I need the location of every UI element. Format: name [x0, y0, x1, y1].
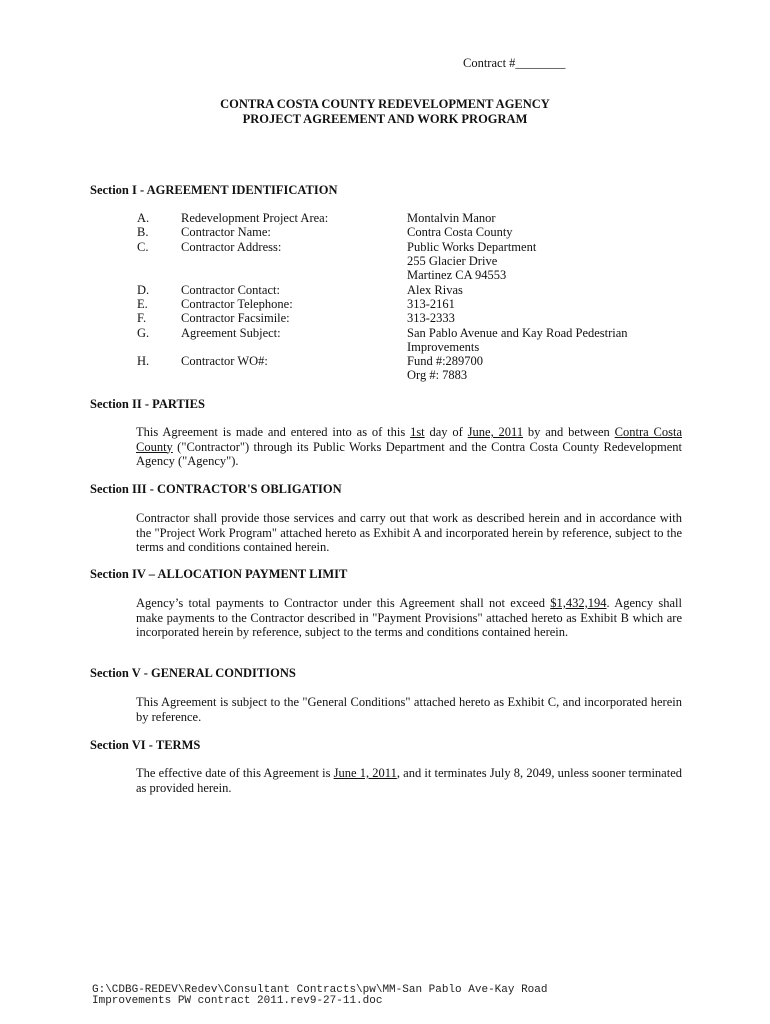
- row-value: Alex Rivas: [407, 283, 463, 297]
- parties-paragraph: This Agreement is made and entered into as of this 1st day of June, 2011 by and between Contra Costa County ("Contractor") through its Public Works Department and the Contra Costa County Redevelopment Agency ("Agency").: [136, 425, 682, 468]
- row-value: Improvements: [407, 340, 480, 354]
- row-letter: B.: [137, 225, 149, 239]
- row-label: Redevelopment Project Area:: [181, 211, 329, 225]
- contract-number: Contract #________: [463, 56, 566, 70]
- agency-title: CONTRA COSTA COUNTY REDEVELOPMENT AGENCY: [220, 97, 550, 111]
- row-value: San Pablo Avenue and Kay Road Pedestrian: [407, 326, 628, 340]
- payment-paragraph: Agency’s total payments to Contractor under this Agreement shall not exceed $1,432,194. Agency shall make payments to the Contractor described in "Payment Provisions" attached hereto as Exhibit B which are incorporated herein by reference, subject to the terms and conditions contained herein.: [136, 596, 682, 639]
- row-label: Contractor WO#:: [181, 354, 268, 368]
- file-path-footer: [92, 985, 547, 1007]
- row-label: Contractor Name:: [181, 225, 271, 239]
- section-2-heading: Section II - PARTIES: [90, 397, 205, 411]
- section-6-heading: Section VI - TERMS: [90, 738, 201, 752]
- row-letter: E.: [137, 297, 148, 311]
- section-3-heading: Section III - CONTRACTOR'S OBLIGATION: [90, 482, 342, 496]
- row-value: Contra Costa County: [407, 225, 513, 239]
- footer-line-1: G:\CDBG-REDEV\Redev\Consultant Contracts\pw\MM-San Pablo Ave-Kay Road: [92, 984, 548, 996]
- row-label: Agreement Subject:: [181, 326, 281, 340]
- row-letter: H.: [137, 354, 150, 368]
- row-value: 255 Glacier Drive: [407, 254, 498, 268]
- row-label: Contractor Telephone:: [181, 297, 293, 311]
- document-title: PROJECT AGREEMENT AND WORK PROGRAM: [242, 112, 528, 126]
- row-letter: D.: [137, 283, 150, 297]
- obligation-paragraph: Contractor shall provide those services and carry out that work as described herein and in accordance with the "Project Work Program" attached hereto as Exhibit A and incorporated herein by reference, subject to the terms and conditions contained herein.: [136, 511, 682, 554]
- row-label: Contractor Contact:: [181, 283, 280, 297]
- row-value: Org #: 7883: [407, 368, 468, 382]
- row-value: Public Works Department: [407, 240, 537, 254]
- row-letter: G.: [137, 326, 150, 340]
- conditions-paragraph: This Agreement is subject to the "General Conditions" attached hereto as Exhibit C, and incorporated herein by reference.: [136, 695, 682, 724]
- row-value: 313-2333: [407, 311, 455, 325]
- row-label: Contractor Address:: [181, 240, 282, 254]
- row-value: Fund #:289700: [407, 354, 484, 368]
- footer-line-2: Improvements PW contract 2011.rev9-27-11.doc: [92, 995, 383, 1007]
- section-1-heading: Section I - AGREEMENT IDENTIFICATION: [90, 183, 338, 197]
- row-letter: A.: [137, 211, 150, 225]
- row-letter: F.: [137, 311, 147, 325]
- row-value: 313-2161: [407, 297, 455, 311]
- row-label: Contractor Facsimile:: [181, 311, 290, 325]
- section-4-heading: Section IV – ALLOCATION PAYMENT LIMIT: [90, 567, 348, 581]
- row-value: Montalvin Manor: [407, 211, 496, 225]
- section-5-heading: Section V - GENERAL CONDITIONS: [90, 666, 296, 680]
- row-value: Martinez CA 94553: [407, 268, 507, 282]
- terms-paragraph: The effective date of this Agreement is June 1, 2011, and it terminates July 8, 2049, unless sooner terminated as provided herein.: [136, 766, 683, 795]
- row-letter: C.: [137, 240, 149, 254]
